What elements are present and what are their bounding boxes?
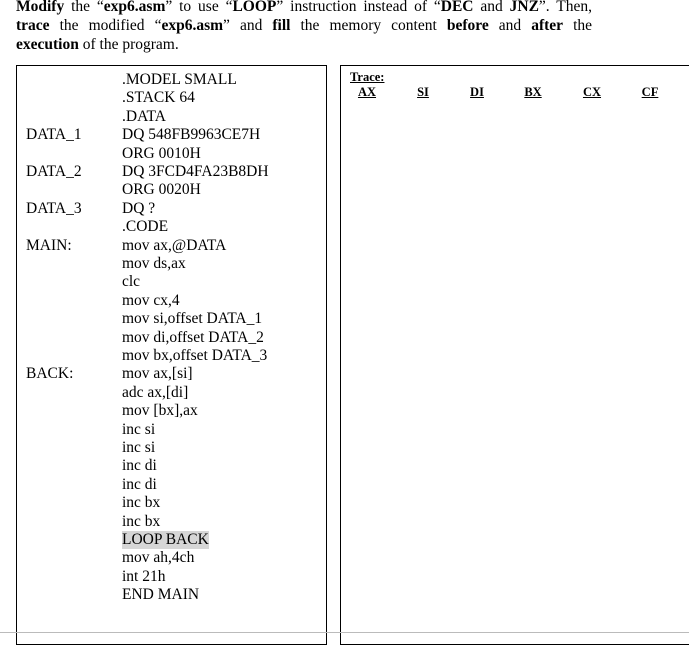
code-line bbox=[17, 310, 326, 328]
code-instruction: .STACK 64 bbox=[122, 89, 195, 107]
code-line bbox=[17, 108, 326, 126]
code-line bbox=[17, 255, 326, 273]
code-instruction: mov si,offset DATA_1 bbox=[122, 310, 263, 328]
code-line bbox=[17, 476, 326, 494]
code-instruction: inc bx bbox=[122, 512, 161, 530]
code-line bbox=[17, 513, 326, 531]
instructions-text: ” instruction instead of “ bbox=[276, 0, 441, 15]
code-line bbox=[17, 384, 326, 402]
code-line bbox=[17, 292, 326, 310]
code-instruction: mov bx,offset DATA_3 bbox=[122, 347, 268, 364]
code-line bbox=[17, 126, 326, 144]
code-line bbox=[17, 218, 326, 236]
code-line bbox=[17, 145, 326, 163]
keyword-modify: Modify bbox=[16, 0, 65, 15]
trace-title: Trace: bbox=[350, 70, 385, 84]
code-instruction: DQ 3FCD4FA23B8DH bbox=[122, 163, 269, 180]
code-instruction: mov ax,[si] bbox=[122, 365, 193, 383]
code-line bbox=[17, 273, 326, 291]
code-line bbox=[17, 494, 326, 512]
keyword-loop: LOOP bbox=[232, 0, 277, 15]
code-instruction-highlighted: LOOP BACK bbox=[122, 531, 209, 548]
instructions-line-2 bbox=[16, 16, 592, 35]
code-instruction: mov ax,@DATA bbox=[122, 236, 227, 254]
instructions-line-3 bbox=[16, 35, 592, 54]
code-instruction: adc ax,[di] bbox=[122, 383, 189, 401]
instructions-text: the memory content bbox=[290, 17, 447, 34]
filename-exp6: exp6.asm bbox=[103, 0, 166, 15]
code-line bbox=[17, 347, 326, 365]
filename-exp6: exp6.asm bbox=[161, 17, 224, 34]
code-instruction: .CODE bbox=[122, 218, 169, 236]
instructions-paragraph bbox=[16, 0, 592, 54]
instructions-text: and bbox=[488, 17, 532, 34]
code-line bbox=[17, 163, 326, 181]
code-instruction: inc di bbox=[122, 475, 157, 493]
trace-column-ax: AX bbox=[357, 85, 377, 99]
instructions-text: of the program. bbox=[78, 36, 179, 53]
instructions-text: ”. Then, bbox=[538, 0, 592, 15]
code-instruction: mov ah,4ch bbox=[122, 549, 195, 567]
keyword-before: before bbox=[446, 17, 489, 34]
code-instruction: inc si bbox=[122, 420, 156, 438]
code-instruction: .MODEL SMALL bbox=[122, 71, 237, 88]
instructions-text: and bbox=[473, 0, 510, 15]
code-label: DATA_2 bbox=[26, 163, 82, 180]
trace-column-cf: CF bbox=[641, 85, 659, 99]
code-label: DATA_1 bbox=[26, 126, 82, 144]
instructions-line-1 bbox=[16, 0, 592, 16]
code-label: DATA_3 bbox=[26, 199, 82, 217]
code-line bbox=[17, 71, 326, 89]
code-line bbox=[17, 549, 326, 567]
code-instruction: inc bx bbox=[122, 494, 161, 512]
code-line bbox=[17, 89, 326, 107]
code-line bbox=[17, 568, 326, 586]
code-instruction: int 21h bbox=[122, 567, 166, 585]
code-line bbox=[17, 237, 326, 255]
instructions-text: the bbox=[563, 17, 593, 34]
page-bottom-rule bbox=[0, 632, 689, 633]
code-instruction: DQ 548FB9963CE7H bbox=[122, 126, 261, 144]
code-instruction: DQ ? bbox=[122, 199, 156, 217]
code-instruction: inc di bbox=[122, 457, 157, 475]
code-instruction: END MAIN bbox=[122, 586, 200, 604]
code-line bbox=[17, 457, 326, 475]
instructions-text: the modified “ bbox=[49, 17, 162, 34]
code-line bbox=[17, 181, 326, 199]
code-instruction: mov [bx],ax bbox=[122, 402, 198, 420]
keyword-jnz: JNZ bbox=[509, 0, 539, 15]
instructions-text: the “ bbox=[64, 0, 104, 15]
trace-column-di: DI bbox=[470, 85, 484, 99]
code-line bbox=[17, 329, 326, 347]
instructions-text: ” and bbox=[223, 17, 273, 34]
code-line bbox=[17, 421, 326, 439]
code-line bbox=[17, 402, 326, 420]
code-label: MAIN: bbox=[26, 236, 72, 254]
code-instruction: ORG 0010H bbox=[122, 144, 201, 162]
code-line bbox=[17, 439, 326, 457]
code-label: BACK: bbox=[26, 365, 74, 383]
code-listing-box bbox=[16, 65, 327, 645]
code-instruction: mov di,offset DATA_2 bbox=[122, 328, 264, 346]
keyword-dec: DEC bbox=[440, 0, 474, 15]
code-line bbox=[17, 200, 326, 218]
code-line bbox=[17, 586, 326, 604]
code-instruction: mov ds,ax bbox=[122, 255, 186, 272]
code-line bbox=[17, 531, 326, 549]
code-instruction: ORG 0020H bbox=[122, 181, 201, 199]
code-instruction: mov cx,4 bbox=[122, 291, 180, 309]
trace-column-cx: CX bbox=[582, 85, 602, 99]
keyword-execution: execution bbox=[16, 36, 79, 53]
keyword-after: after bbox=[531, 17, 564, 34]
keyword-trace: trace bbox=[16, 17, 50, 34]
instructions-text: ” to use “ bbox=[165, 0, 233, 15]
code-instruction: inc si bbox=[122, 439, 156, 456]
code-instruction: .DATA bbox=[122, 107, 166, 125]
trace-table-box bbox=[340, 65, 689, 645]
code-instruction: clc bbox=[122, 273, 141, 291]
trace-column-bx: BX bbox=[524, 85, 542, 99]
code-line bbox=[17, 365, 326, 383]
keyword-fill: fill bbox=[272, 17, 291, 34]
trace-column-si: SI bbox=[417, 85, 429, 99]
